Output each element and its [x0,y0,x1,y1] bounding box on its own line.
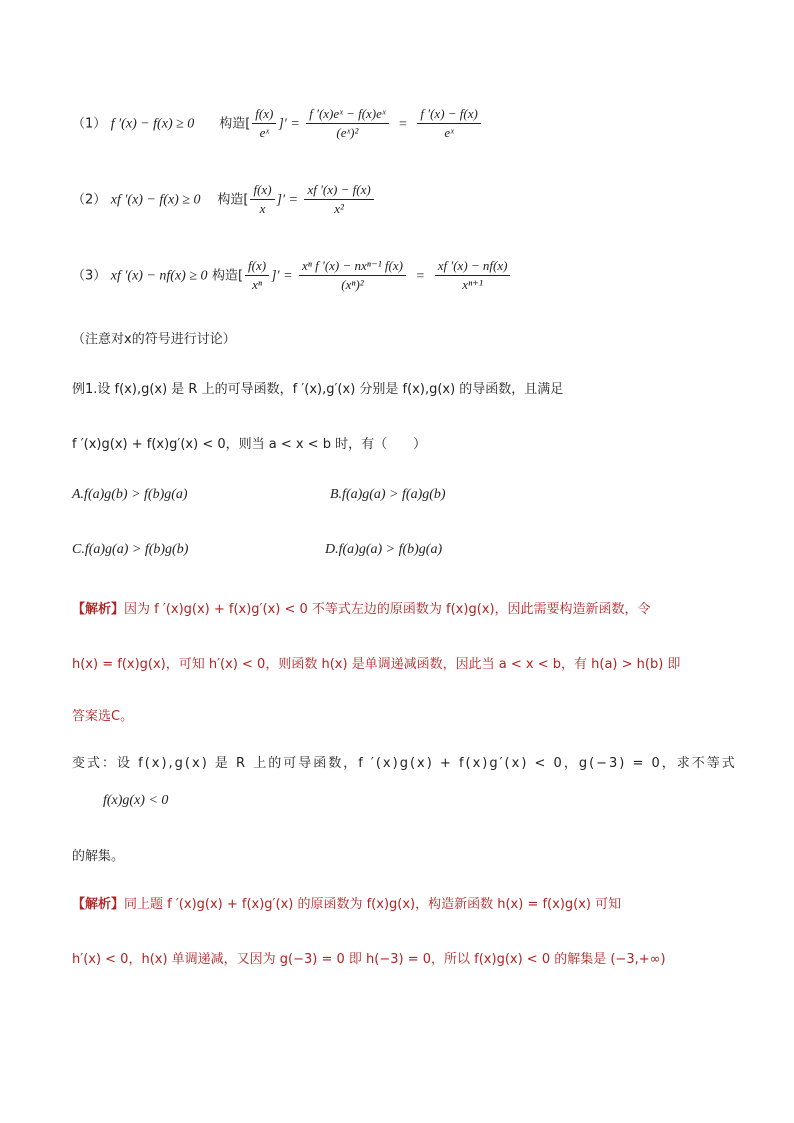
item-1-formula [72,106,483,141]
variant-line-2: f(x)g(x) < 0 [103,793,169,808]
example-1-line-1: 例1.设 f(x),g(x) 是 R 上的可导函数，f ′(x),g′(x) 分别是 f(x),g(x) 的导函数，且满足 [72,382,564,397]
item-3-formula [72,258,512,293]
item-3-construct: 构造[ [211,268,244,284]
item-1-equals: = [399,116,407,132]
item-1-fraction-3: $\frac{f '(x) - f(x)}{\text{eˣ}}$ [417,106,480,141]
item-1-close: ]′ = [278,116,300,132]
item-3-fraction-1: $\frac{f(x)}{\text{xⁿ}}$ [245,258,269,293]
item-2-condition: xf ′(x) − f(x) ≥ 0 [110,192,201,208]
solution-2-line-1 [72,893,621,912]
item-2-fraction-1: $\frac{f(x)}{x}$ [250,182,274,217]
item-2-fraction-2: $\frac{xf '(x) - f(x)}{\text{x²}}$ [304,182,373,217]
item-2-formula [72,182,376,217]
item-3-label: （3） [72,268,107,284]
item-1-fraction-2: $\frac{\text{f ′(x)eˣ − f(x)eˣ}}{\text{(eˣ)²}}$ [306,106,388,141]
item-1-fraction-1: $\frac{f(x)}{\text{eˣ}}$ [252,106,276,141]
option-c: C.f(a)g(a) > f(b)g(b) [72,542,189,557]
solution-1-line-1 [72,598,651,617]
item-2-label: （2） [72,192,107,208]
solution-1-tag: 【解析】 [72,602,125,617]
item-1-condition: f ′(x) − f(x) ≥ 0 [110,116,195,132]
variant-line-3: 的解集。 [72,849,125,864]
item-2-close: ]′ = [276,192,298,208]
option-d: D.f(a)g(a) > f(b)g(a) [325,542,443,557]
solution-2-tag: 【解析】 [72,897,125,912]
solution-1-text-1: 因为 f ′(x)g(x) + f(x)g′(x) < 0 不等式左边的原函数为 f(x)g(x)，因此需要构造新函数，令 [124,602,651,617]
item-1-construct: 构造[ [219,116,251,132]
solution-2-text-1: 同上题 f ′(x)g(x) + f(x)g′(x) 的原函数为 f(x)g(x)，构造新函数 h(x) = f(x)g(x) 可知 [124,897,622,912]
note-text: （注意对x的符号进行讨论） [72,332,236,347]
item-3-equals: = [416,268,425,284]
solution-1-line-3: 答案选C。 [72,709,134,724]
option-b: B.f(a)g(a) > f(a)g(b) [330,487,446,502]
item-1-label: （1） [72,116,107,132]
item-3-fraction-2: $\frac{\text{xⁿ f ′(x) − nxⁿ⁻¹ f(x)}}{\text{(xⁿ)²}}$ [299,258,406,293]
example-1-line-2: f ′(x)g(x) + f(x)g′(x) < 0，则当 a < x < b 时，有（ ） [72,437,427,452]
solution-2-line-2: h′(x) < 0，h(x) 单调递减，又因为 g(−3) = 0 即 h(−3) = 0，所以 f(x)g(x) < 0 的解集是 (−3,+∞) [72,952,666,967]
item-3-condition: xf ′(x) − nf(x) ≥ 0 [110,268,208,284]
option-a: A.f(a)g(b) > f(b)g(a) [72,487,188,502]
item-3-fraction-3: $\frac{xf '(x) - nf(x)}{\text{xⁿ⁺¹}}$ [435,258,511,293]
item-3-close: ]′ = [271,268,293,284]
variant-line-1: 变式：设 f(x),g(x) 是 R 上的可导函数，f ′(x)g(x) + f(x)g′(x) < 0，g(−3) = 0，求不等式 [72,756,737,771]
item-2-construct: 构造[ [217,192,249,208]
solution-1-line-2: h(x) = f(x)g(x)，可知 h′(x) < 0，则函数 h(x) 是单调递减函数，因此当 a < x < b，有 h(a) > h(b) 即 [72,657,681,672]
